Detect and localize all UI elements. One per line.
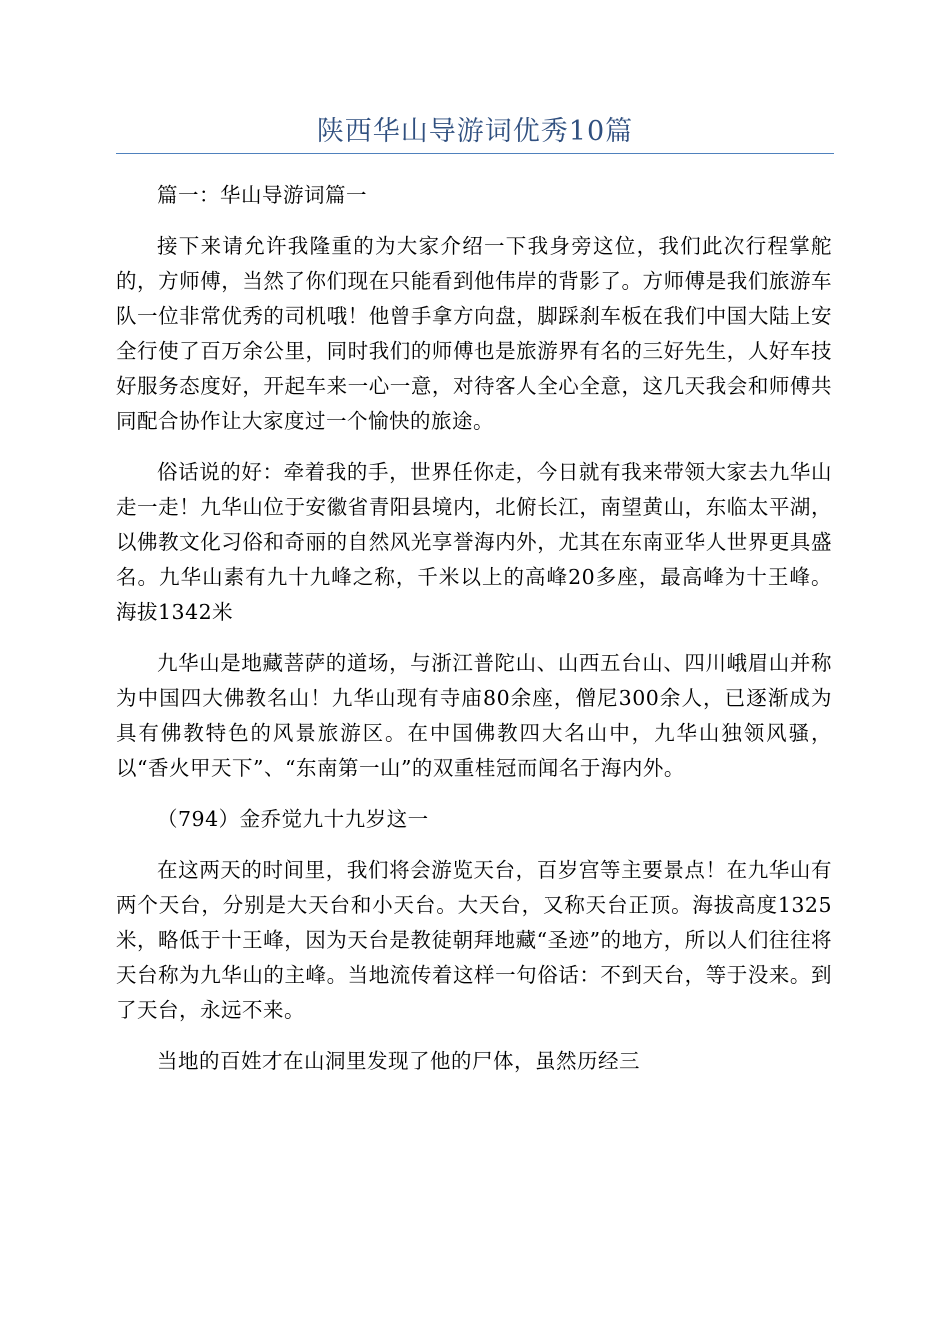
title-underline [116, 153, 834, 154]
section-heading: 篇一：华山导游词篇一 [157, 183, 367, 207]
paragraph: 俗话说的好：牵着我的手，世界任你走，今日就有我来带领大家去九华山走一走！九华山位于安徽省青阳县境内，北俯长江，南望黄山，东临太平湖，以佛教文化习俗和奇丽的自然风光享誉海内外，尤其在东南亚华人世界更具盛名。九华山素有九十九峰之称，千米以上的高峰20多座，最高峰为十王峰。海拔1342米 [116, 460, 832, 624]
document-title: 陕西华山导游词优秀10篇 [316, 116, 634, 147]
document-body [116, 178, 832, 1095]
paragraph: （794）金乔觉九十九岁这一 [157, 807, 429, 831]
paragraph: 接下来请允许我隆重的为大家介绍一下我身旁这位，我们此次行程掌舵的，方师傅，当然了你们现在只能看到他伟岸的背影了。方师傅是我们旅游车队一位非常优秀的司机哦！他曾手拿方向盘，脚踩刹车板在我们中国大陆上安全行使了百万余公里，同时我们的师傅也是旅游界有名的三好先生，人好车技好服务态度好，开起车来一心一意，对待客人全心全意，这几天我会和师傅共同配合协作让大家度过一个愉快的旅途。 [116, 234, 832, 433]
paragraph: 九华山是地藏菩萨的道场，与浙江普陀山、山西五台山、四川峨眉山并称为中国四大佛教名山！九华山现有寺庙80余座，僧尼300余人，已逐渐成为具有佛教特色的风景旅游区。在中国佛教四大名山中，九华山独领风骚，以“香火甲天下”、“东南第一山”的双重桂冠而闻名于海内外。 [116, 651, 832, 780]
paragraph: 在这两天的时间里，我们将会游览天台，百岁宫等主要景点！在九华山有两个天台，分别是大天台和小天台。大天台，又称天台正顶。海拔高度1325米，略低于十王峰，因为天台是教徒朝拜地藏“圣迹”的地方，所以人们往往将天台称为九华山的主峰。当地流传着这样一句俗话：不到天台，等于没来。到了天台，永远不来。 [116, 858, 832, 1022]
paragraph: 当地的百姓才在山洞里发现了他的尸体，虽然历经三 [157, 1049, 640, 1073]
